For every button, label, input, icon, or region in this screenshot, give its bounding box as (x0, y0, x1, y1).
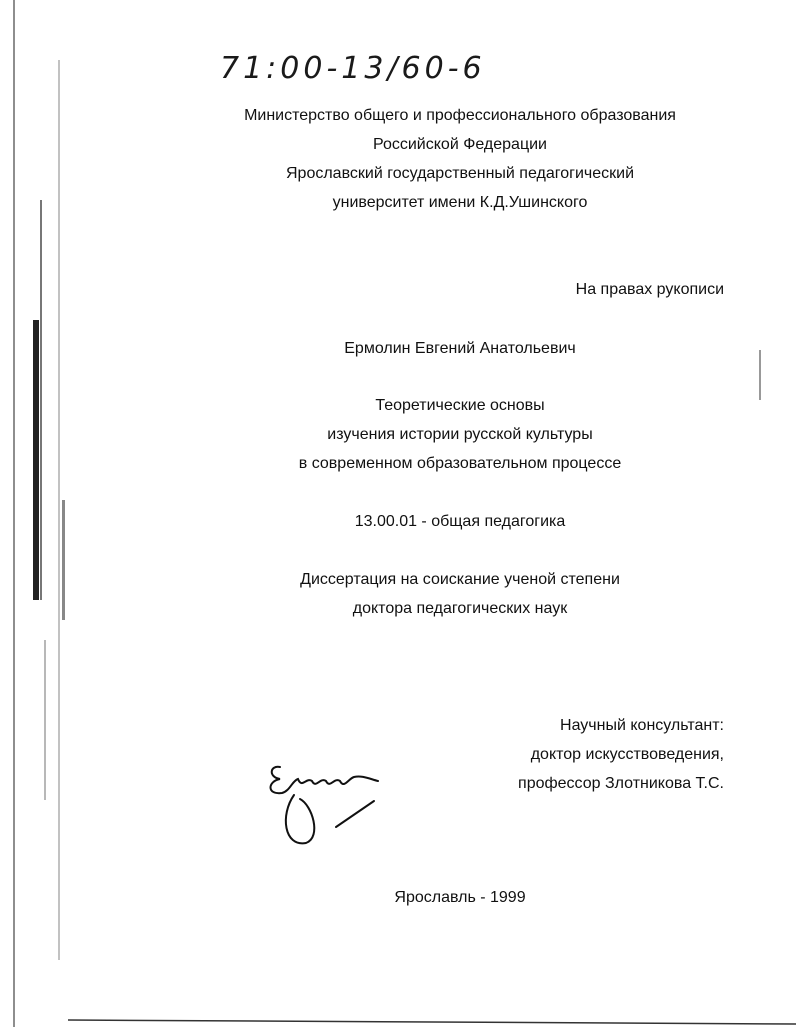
consultant-name: профессор Злотникова Т.С. (518, 775, 724, 792)
dissertation-line-2: доктора педагогических наук (352, 600, 568, 617)
specialty: 13.00.01 - общая педагогика (354, 513, 566, 530)
university-line-1: Ярославский государственный педагогический (285, 165, 635, 182)
university-line-2: университет имени К.Д.Ушинского (332, 194, 588, 211)
city-year: Ярославль - 1999 (394, 889, 526, 906)
dissertation-line-1: Диссертация на соискание ученой степени (300, 571, 620, 588)
author-name: Ермолин Евгений Анатольевич (344, 340, 576, 357)
title-line-2: изучения истории русской культуры (327, 426, 593, 443)
ministry-line-2: Российской Федерации (373, 136, 547, 153)
archive-code-handwritten (215, 40, 525, 90)
title-line-1: Теоретические основы (375, 397, 545, 414)
manuscript-note: На правах рукописи (575, 281, 724, 298)
ministry-line-1: Министерство общего и профессионального образования (244, 107, 676, 124)
title-line-3: в современном образовательном процессе (298, 455, 622, 472)
consultant-degree: доктор искусствоведения, (530, 746, 724, 763)
svg-text:71:00-13/60-6: 71:00-13/60-6 (220, 51, 486, 86)
consultant-label: Научный консультант: (560, 717, 724, 734)
author-signature (262, 755, 392, 855)
